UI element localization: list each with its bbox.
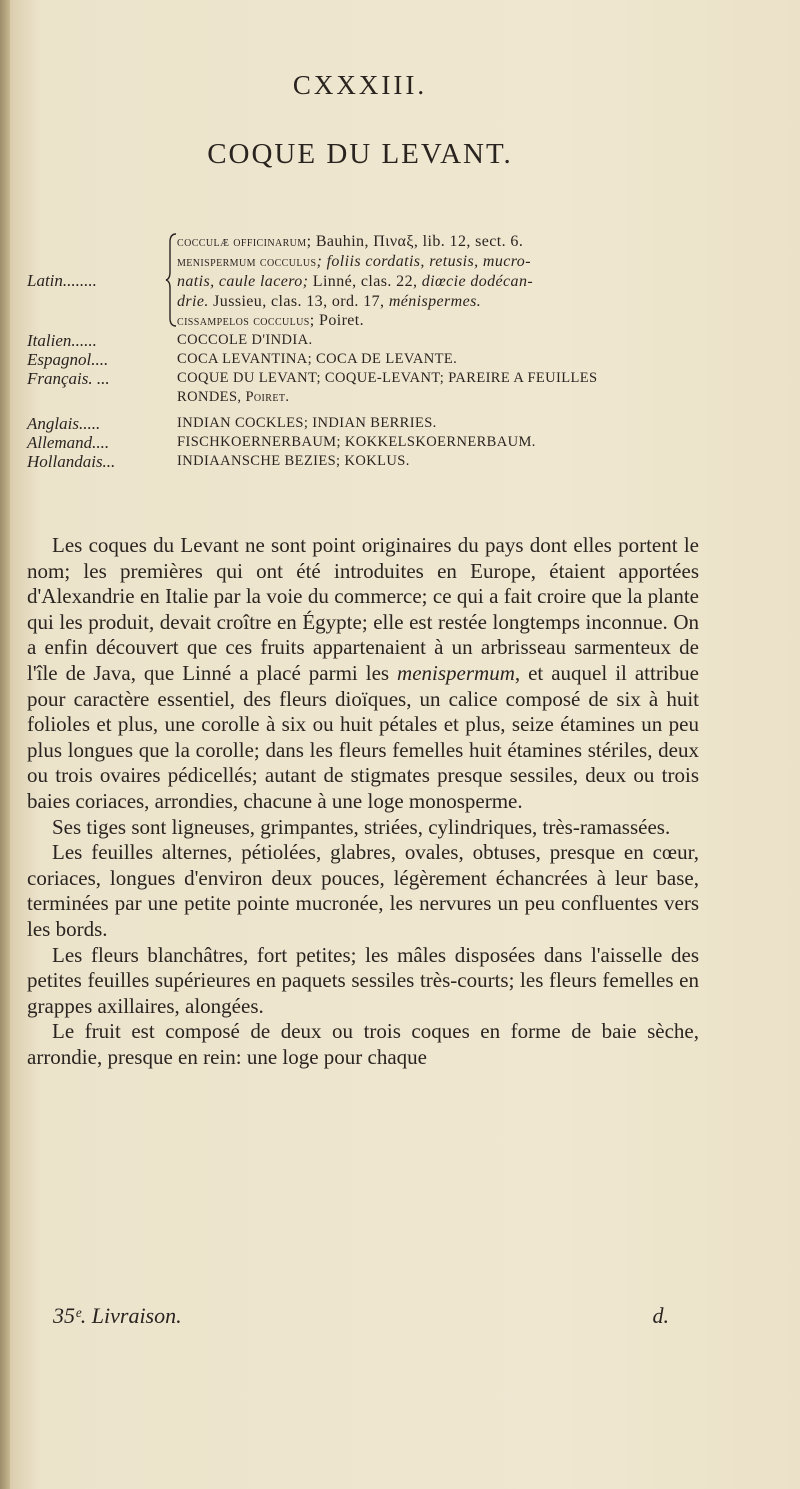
latin-family: ménispermes.: [384, 292, 482, 310]
paragraph-text: , et auquel il attribue pour caractère essentiel, des fleurs dioïques, un calice composé de six à huit folioles et plus, une corolle à six ou huit pétales et plus, seize étamines un peu plus longues que la corolle; dans les fleurs femelles huit étamines stériles, deux ou trois ovaires pédicellés; autant de stigmates presque sessiles, deux ou trois baies coriaces, arrondies, chacune à une loge monosperme.: [27, 660, 699, 813]
latin-source-4: ; Poiret.: [309, 311, 365, 329]
synonym-names-line: COQUE DU LEVANT; COQUE-LEVANT; PAREIRE A FEUILLES: [177, 370, 598, 387]
language-label: Allemand....: [27, 433, 110, 453]
paragraph: Le fruit est composé de deux ou trois coques en forme de baie sèche, arrondie, presque en rein: une loge pour chaque: [27, 1019, 699, 1069]
brace-icon: [165, 232, 177, 328]
latin-name-3: cissampelos cocculus: [177, 312, 310, 329]
latin-class: diœcie dodécan-: [417, 273, 534, 291]
synonym-row-allemand: [27, 433, 767, 452]
latin-names: [177, 232, 533, 331]
latin-name-2: menispermum cocculus: [177, 254, 317, 271]
chapter-number: CXXXIII.: [292, 70, 428, 100]
language-label: Italien......: [27, 331, 97, 351]
synonym-names-line: RONDES, Poiret.: [177, 389, 290, 406]
synonym-names: COCA LEVANTINA; COCA DE LEVANTE.: [177, 351, 458, 368]
synonym-row-espagnol: [27, 350, 767, 369]
paragraph: [27, 533, 699, 815]
synonym-names: INDIAANSCHE BEZIES; KOKLUS.: [177, 453, 410, 470]
synonym-names: INDIAN COCKLES; INDIAN BERRIES.: [177, 415, 437, 432]
latin-source-1: ; Bauhin, Πιναξ, lib. 12, sect. 6.: [306, 233, 524, 250]
synonym-row-latin: [27, 232, 767, 331]
page-footer: [53, 1303, 681, 1329]
language-label: Français. ...: [27, 369, 110, 389]
genus-name: menispermum: [397, 660, 515, 685]
book-binding-edge: [0, 0, 10, 1489]
latin-source-2: Linné, clas. 22,: [308, 273, 418, 291]
latin-name-1: cocculæ officinarum: [177, 234, 307, 250]
body-text: [27, 533, 699, 1070]
page-title: COQUE DU LEVANT.: [207, 138, 513, 170]
language-label: Anglais.....: [27, 414, 101, 434]
latin-class-cont: drie.: [177, 292, 209, 310]
language-label: Latin........: [27, 271, 97, 290]
paragraph-text: Les coques du Levant ne sont point originaires du pays dont elles portent le nom; les premières qui ont été introduites en Europe, étaient apportées d'Alexandrie en Italie par la voie du commerce; ce qui a fait croire que la plante qui les produit, devait croître en Égypte; elle est restée longtemps inconnue. On a enfin découvert que ces fruits appartenaient à un arbrisseau sarmenteux de l'île de Java, que Linné a placé parmi les: [27, 533, 699, 685]
signature-mark: d.: [652, 1303, 669, 1328]
synonym-names: FISCHKOERNERBAUM; KOKKELSKOERNERBAUM.: [177, 434, 536, 451]
paragraph: Les fleurs blanchâtres, fort petites; les mâles disposées dans l'aisselle des petites feuilles supérieures en paquets sessiles très-courts; les fleurs femelles en grappes axillaires, alongées.: [27, 942, 699, 1018]
synonyms-block: [27, 232, 767, 471]
latin-description-cont: natis, caule lacero;: [177, 273, 309, 291]
synonym-row-anglais: [27, 414, 767, 433]
paragraph: Ses tiges sont ligneuses, grimpantes, striées, cylindriques, très-ramassées.: [52, 814, 671, 839]
language-label: Espagnol....: [27, 350, 109, 370]
synonym-names: [177, 369, 598, 407]
latin-description: ; foliis cordatis, retusis, mucro-: [316, 253, 531, 271]
synonym-row-francais: [27, 369, 767, 407]
paragraph: Les feuilles alternes, pétiolées, glabres, ovales, obtuses, presque en cœur, coriaces, longues d'environ deux pouces, légèrement échancrées à leur base, terminées par une petite pointe mucronée, les nervures un peu confluentes vers les bords.: [27, 840, 699, 941]
synonym-names: COCCOLE D'INDIA.: [177, 332, 313, 349]
livraison-label: 35ᵉ. Livraison.: [53, 1303, 182, 1328]
latin-source-3: Jussieu, clas. 13, ord. 17,: [208, 292, 385, 310]
synonym-row-hollandais: [27, 452, 767, 471]
synonym-row-italien: [27, 331, 767, 350]
language-label: Hollandais...: [27, 452, 116, 472]
